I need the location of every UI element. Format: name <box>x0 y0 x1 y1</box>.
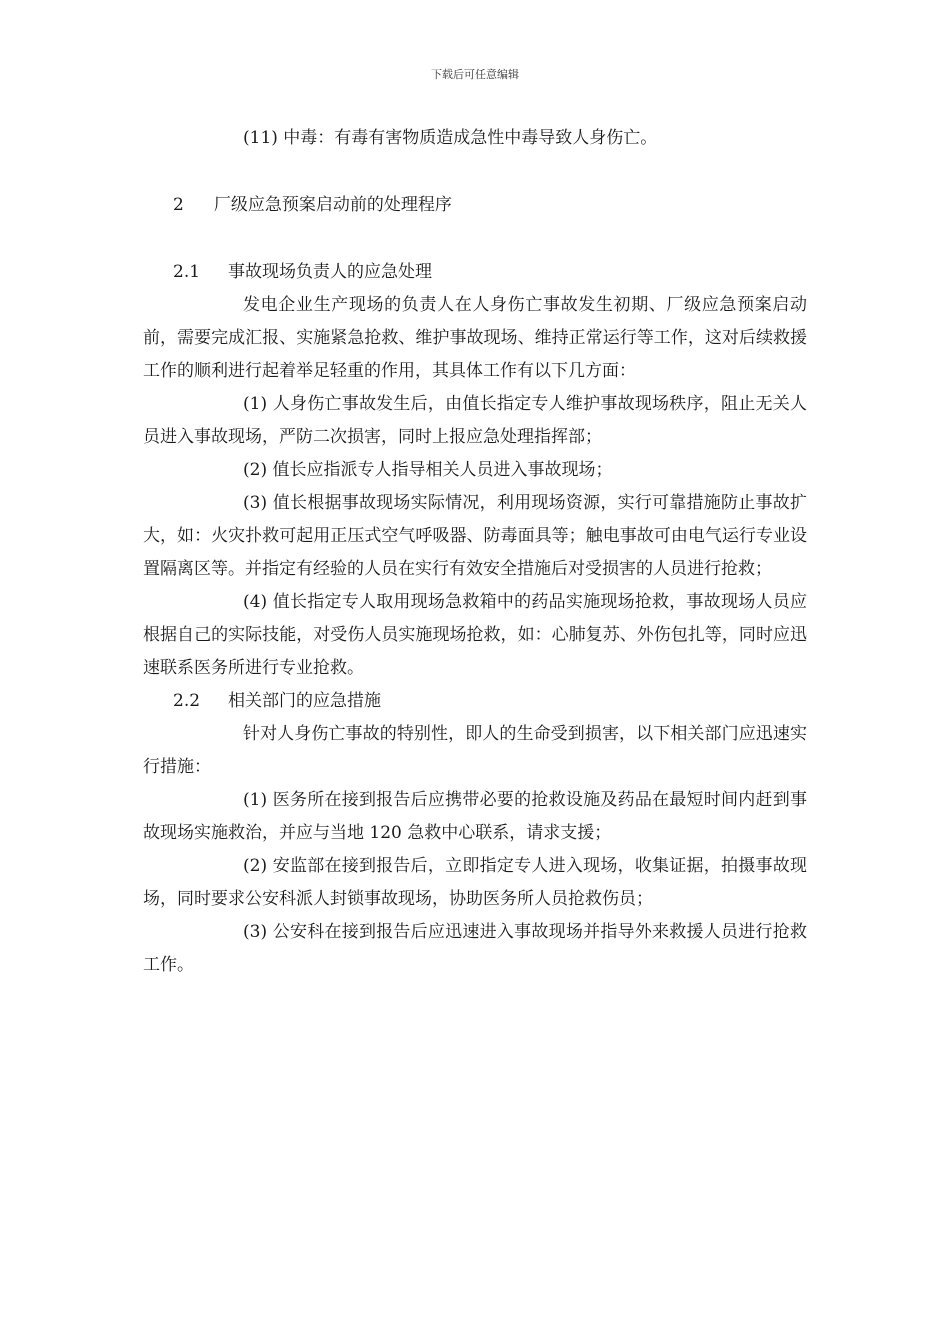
subsection-heading <box>143 256 807 289</box>
list-item: (2) 安监部在接到报告后，立即指定专人进入现场，收集证据，拍摄事故现场，同时要求公安科派人封锁事故现场，协助医务所人员抢救伤员； <box>143 856 807 909</box>
list-item: (2) 值长应指派专人指导相关人员进入事故现场； <box>243 460 613 480</box>
section-title: 事故现场负责人的应急处理 <box>228 262 433 282</box>
body-paragraph: 发电企业生产现场的负责人在人身伤亡事故发生初期、厂级应急预案启动前，需要完成汇报、实施紧急抢救、维护事故现场、维持正常运行等工作，这对后续救援工作的顺利进行起着举足轻重的作用，其具体工作有以下几方面： <box>143 295 807 381</box>
section-number: 2 <box>173 195 184 215</box>
subsection-heading <box>143 685 807 718</box>
list-item: (11) 中毒：有毒有害物质造成急性中毒导致人身伤亡。 <box>243 128 658 148</box>
list-item: (1) 人身伤亡事故发生后，由值长指定专人维护事故现场秩序，阻止无关人员进入事故现场，严防二次损害，同时上报应急处理指挥部； <box>143 394 807 447</box>
section-title: 厂级应急预案启动前的处理程序 <box>213 195 452 215</box>
list-item: (3) 值长根据事故现场实际情况，利用现场资源，实行可靠措施防止事故扩大，如：火灾扑救可起用正压式空气呼吸器、防毒面具等；触电事故可由电气运行专业设置隔离区等。并指定有经验的人员在实行有效安全措施后对受损害的人员进行抢救； <box>143 493 807 579</box>
body-paragraph: 针对人身伤亡事故的特别性，即人的生命受到损害，以下相关部门应迅速实行措施： <box>143 724 807 777</box>
section-title: 相关部门的应急措施 <box>228 691 382 711</box>
document-body <box>143 122 807 982</box>
page-header-note: 下载后可任意编辑 <box>431 68 519 81</box>
list-item: (1) 医务所在接到报告后应携带必要的抢救设施及药品在最短时间内赶到事故现场实施救治，并应与当地 120 急救中心联系，请求支援； <box>143 790 807 843</box>
list-item: (4) 值长指定专人取用现场急救箱中的药品实施现场抢救，事故现场人员应根据自己的实际技能，对受伤人员实施现场抢救，如：心肺复苏、外伤包扎等，同时应迅速联系医务所进行专业抢救。 <box>143 592 807 678</box>
section-number: 2.2 <box>173 691 201 711</box>
section-heading <box>143 189 807 222</box>
section-number: 2.1 <box>173 262 201 282</box>
list-item: (3) 公安科在接到报告后应迅速进入事故现场并指导外来救援人员进行抢救工作。 <box>143 922 807 975</box>
